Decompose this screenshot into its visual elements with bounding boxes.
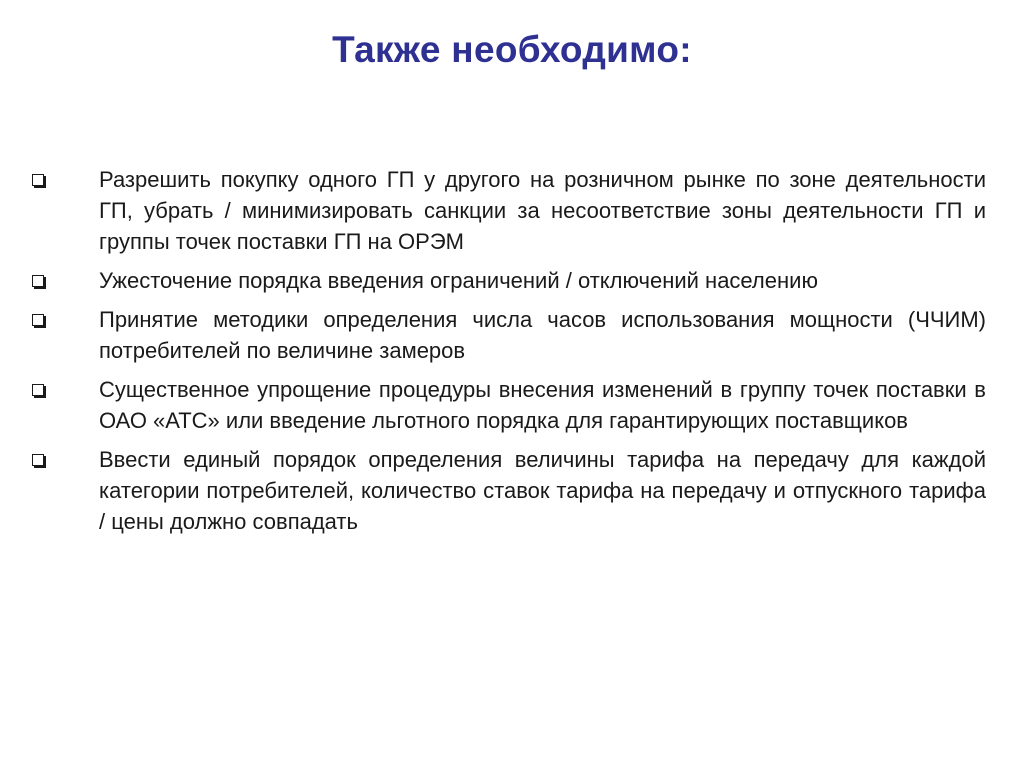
bullet-text-4: Существенное упрощение процедуры внесения изменений в группу точек поставки в ОАО «АТС» или введение льготного порядка для гарантирующих поставщиков bbox=[99, 377, 986, 433]
checkbox-square-icon bbox=[32, 314, 44, 326]
bullet-item-4 bbox=[30, 374, 986, 436]
bullet-item-2 bbox=[30, 265, 986, 296]
bullet-text-2: Ужесточение порядка введения ограничений / отключений населению bbox=[99, 268, 818, 293]
bullet-text-3: Принятие методики определения числа часов использования мощности (ЧЧИМ) потребителей по величине замеров bbox=[99, 307, 986, 363]
bullet-list bbox=[30, 164, 986, 545]
slide-title: Также необходимо: bbox=[332, 29, 692, 70]
bullet-text-5: Ввести единый порядок определения величины тарифа на передачу для каждой категории потребителей, количество ставок тарифа на передачу и отпускного тарифа / цены должно совпадать bbox=[99, 447, 986, 534]
checkbox-square-icon bbox=[32, 275, 44, 287]
checkbox-square-icon bbox=[32, 454, 44, 466]
checkbox-square-icon bbox=[32, 384, 44, 396]
checkbox-square-icon bbox=[32, 174, 44, 186]
bullet-item-3 bbox=[30, 304, 986, 366]
bullet-text-1: Разрешить покупку одного ГП у другого на розничном рынке по зоне деятельности ГП, убрать / минимизировать санкции за несоответствие зоны деятельности ГП и группы точек поставки ГП на ОРЭМ bbox=[99, 167, 986, 254]
bullet-item-1 bbox=[30, 164, 986, 257]
bullet-item-5 bbox=[30, 444, 986, 537]
